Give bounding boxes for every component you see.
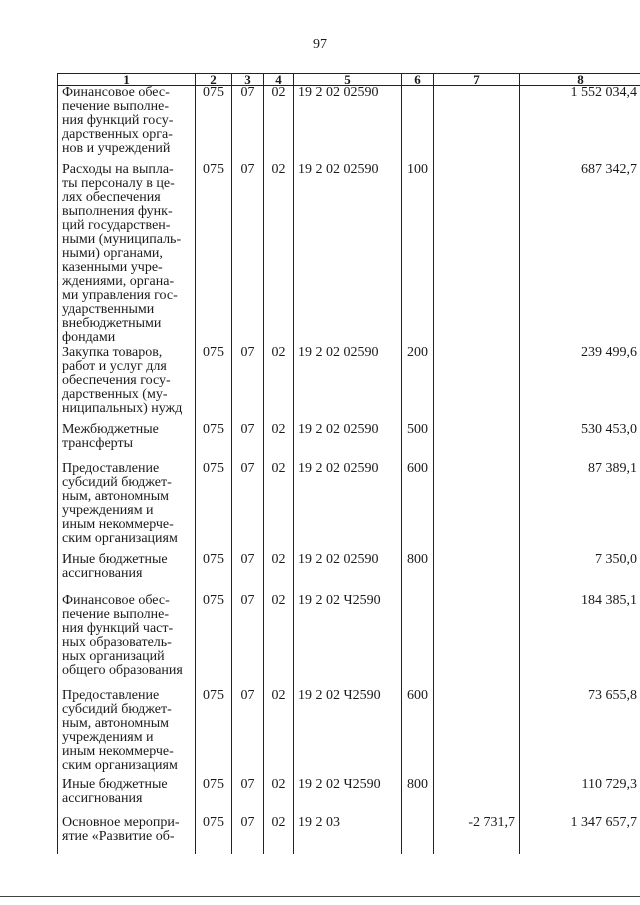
admin-code: 075 — [196, 594, 232, 689]
row-name: Межбюджетные трансферты — [58, 423, 196, 462]
section-code: 07 — [232, 86, 264, 163]
change-amount — [434, 462, 520, 553]
column-header: 4 — [264, 74, 294, 86]
target-article: 19 2 02 Ч2590 — [294, 778, 402, 816]
target-article: 19 2 02 02590 — [294, 423, 402, 462]
target-article: 19 2 02 02590 — [294, 553, 402, 594]
row-name: Предоставление субсидий бюджет- ным, автономным учреждениям и иным некоммерче- ским организациям — [58, 689, 196, 778]
change-amount — [434, 346, 520, 423]
change-amount — [434, 553, 520, 594]
column-header: 1 — [58, 74, 196, 86]
subsection-code: 02 — [264, 778, 294, 816]
table-row — [58, 346, 640, 423]
section-code: 07 — [232, 778, 264, 816]
section-code: 07 — [232, 689, 264, 778]
expense-type — [402, 594, 434, 689]
admin-code: 075 — [196, 778, 232, 816]
table-header-row — [58, 74, 640, 86]
row-name: Финансовое обес- печение выполне- ния функций госу- дарственных орга- нов и учреждений — [58, 86, 196, 163]
admin-code: 075 — [196, 423, 232, 462]
total-amount: 110 729,3 — [520, 778, 640, 816]
column-header: 6 — [402, 74, 434, 86]
expense-type: 600 — [402, 462, 434, 553]
total-amount: 73 655,8 — [520, 689, 640, 778]
row-name: Расходы на выпла- ты персоналу в це- лях обеспечения выполнения функ- ций государствен- ными (муниципаль- ными) органами, казенными учре- ждениями, органа- ми управления гос- ударственными внебюджетными фондами — [58, 163, 196, 346]
subsection-code: 02 — [264, 163, 294, 346]
admin-code: 075 — [196, 86, 232, 163]
target-article: 19 2 02 Ч2590 — [294, 594, 402, 689]
change-amount — [434, 689, 520, 778]
section-code: 07 — [232, 462, 264, 553]
change-amount: -2 731,7 — [434, 816, 520, 854]
section-code: 07 — [232, 553, 264, 594]
change-amount — [434, 423, 520, 462]
total-amount: 184 385,1 — [520, 594, 640, 689]
table-row — [58, 462, 640, 553]
table-row — [58, 553, 640, 594]
row-name: Предоставление субсидий бюджет- ным, автономным учреждениям и иным некоммерче- ским организациям — [58, 462, 196, 553]
subsection-code: 02 — [264, 346, 294, 423]
change-amount — [434, 594, 520, 689]
section-code: 07 — [232, 594, 264, 689]
row-name: Финансовое обес- печение выполне- ния функций част- ных образователь- ных организаций общего образования — [58, 594, 196, 689]
expense-type: 800 — [402, 553, 434, 594]
section-code: 07 — [232, 816, 264, 854]
admin-code: 075 — [196, 462, 232, 553]
expense-type: 800 — [402, 778, 434, 816]
page-number: 97 — [313, 37, 327, 52]
target-article: 19 2 02 02590 — [294, 163, 402, 346]
expense-type — [402, 86, 434, 163]
expense-type: 600 — [402, 689, 434, 778]
column-header: 7 — [434, 74, 520, 86]
table-row — [58, 594, 640, 689]
subsection-code: 02 — [264, 594, 294, 689]
target-article: 19 2 02 02590 — [294, 462, 402, 553]
subsection-code: 02 — [264, 462, 294, 553]
target-article: 19 2 03 — [294, 816, 402, 854]
table-row — [58, 689, 640, 778]
column-header: 3 — [232, 74, 264, 86]
column-header: 5 — [294, 74, 402, 86]
subsection-code: 02 — [264, 423, 294, 462]
expense-type: 500 — [402, 423, 434, 462]
table-row — [58, 778, 640, 816]
section-code: 07 — [232, 163, 264, 346]
table-row — [58, 816, 640, 854]
admin-code: 075 — [196, 163, 232, 346]
row-name: Иные бюджетные ассигнования — [58, 778, 196, 816]
total-amount: 1 347 657,7 — [520, 816, 640, 854]
subsection-code: 02 — [264, 553, 294, 594]
target-article: 19 2 02 02590 — [294, 86, 402, 163]
admin-code: 075 — [196, 553, 232, 594]
subsection-code: 02 — [264, 689, 294, 778]
table-row — [58, 163, 640, 346]
page-bottom-edge — [0, 896, 640, 897]
expense-type: 200 — [402, 346, 434, 423]
change-amount — [434, 778, 520, 816]
subsection-code: 02 — [264, 86, 294, 163]
section-code: 07 — [232, 423, 264, 462]
admin-code: 075 — [196, 689, 232, 778]
total-amount: 7 350,0 — [520, 553, 640, 594]
target-article: 19 2 02 Ч2590 — [294, 689, 402, 778]
total-amount: 87 389,1 — [520, 462, 640, 553]
change-amount — [434, 86, 520, 163]
section-code: 07 — [232, 346, 264, 423]
admin-code: 075 — [196, 346, 232, 423]
expense-type: 100 — [402, 163, 434, 346]
table-row — [58, 423, 640, 462]
column-header: 8 — [520, 74, 640, 86]
column-header: 2 — [196, 74, 232, 86]
row-name: Закупка товаров, работ и услуг для обеспечения госу- дарственных (му- ниципальных) нужд — [58, 346, 196, 423]
expense-type — [402, 816, 434, 854]
total-amount: 687 342,7 — [520, 163, 640, 346]
table-row — [58, 86, 640, 163]
total-amount: 239 499,6 — [520, 346, 640, 423]
subsection-code: 02 — [264, 816, 294, 854]
row-name: Иные бюджетные ассигнования — [58, 553, 196, 594]
total-amount: 1 552 034,4 — [520, 86, 640, 163]
budget-table — [57, 73, 640, 854]
change-amount — [434, 163, 520, 346]
admin-code: 075 — [196, 816, 232, 854]
row-name: Основное меропри- ятие «Развитие об- — [58, 816, 196, 854]
target-article: 19 2 02 02590 — [294, 346, 402, 423]
total-amount: 530 453,0 — [520, 423, 640, 462]
